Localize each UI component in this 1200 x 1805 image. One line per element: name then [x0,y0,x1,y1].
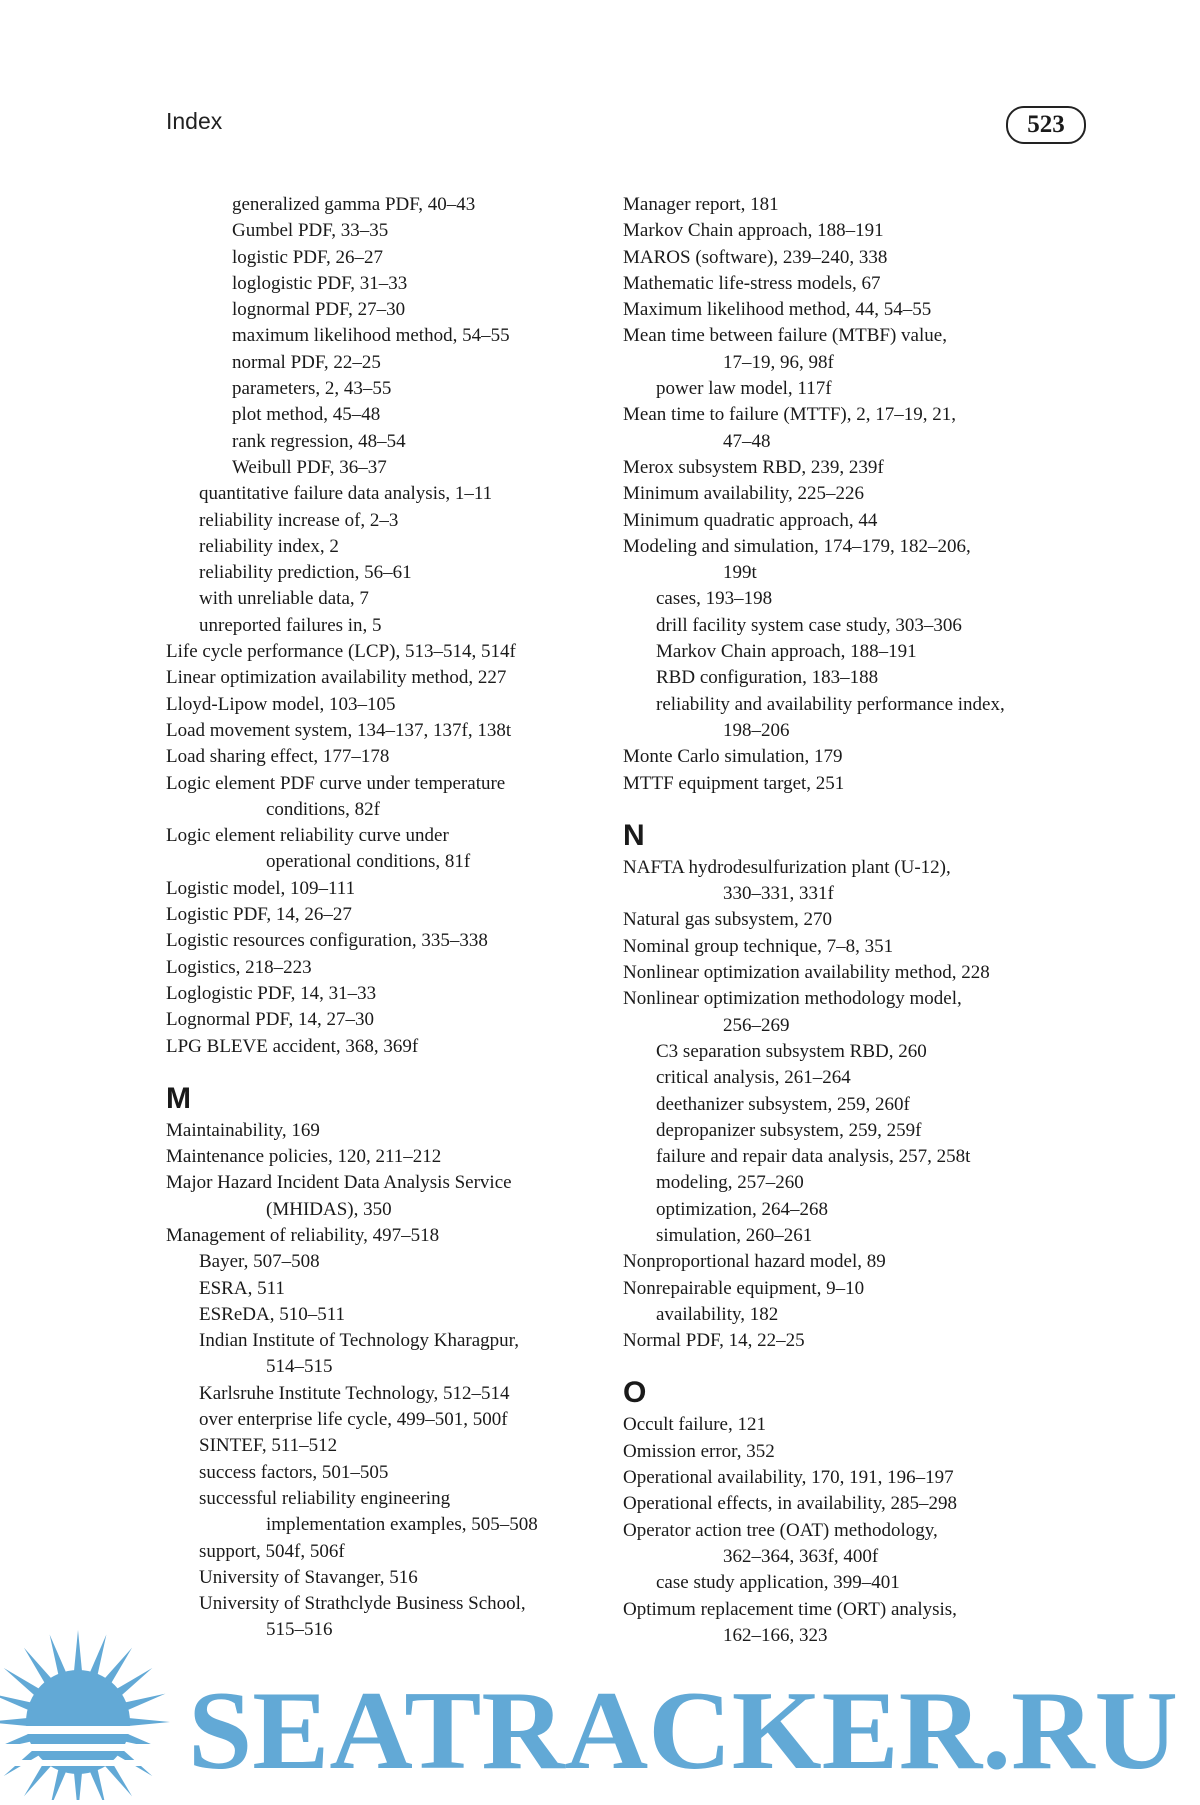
index-entry: Omission error, 352 [623,1440,775,1462]
index-entry: Nonlinear optimization availability method, 228 [623,962,990,984]
index-entry: case study application, 399–401 [656,1572,900,1594]
index-entry: MTTF equipment target, 251 [623,772,845,794]
sun-ray [0,1718,30,1727]
sun-ray [114,1668,152,1698]
index-entry: rank regression, 48–54 [232,430,406,452]
section-letter: N [623,818,645,852]
index-entry: Lloyd-Lipow model, 103–105 [166,693,396,715]
index-entry: Logic element PDF curve under temperature [166,772,506,794]
index-entry: Maintenance policies, 120, 211–212 [166,1146,442,1168]
index-entry-continuation: operational conditions, 81f [266,851,471,873]
index-entry: Minimum availability, 225–226 [623,483,864,505]
index-entry: Life cycle performance (LCP), 513–514, 514f [166,641,516,663]
index-entry: C3 separation subsystem RBD, 260 [656,1040,927,1062]
index-entry-continuation: 514–515 [266,1356,333,1378]
index-entry: Lognormal PDF, 14, 27–30 [166,1009,375,1031]
index-entry: Modeling and simulation, 174–179, 182–206, [623,535,971,557]
sun-ray [50,1766,68,1800]
index-entry: Nonrepairable equipment, 9–10 [623,1277,865,1299]
index-entry: NAFTA hydrodesulfurization plant (U-12), [623,856,951,878]
index-entry: Minimum quadratic approach, 44 [623,509,878,531]
index-entry: Occult failure, 121 [623,1414,766,1436]
index-entry: ESRA, 511 [199,1277,285,1299]
index-entry: Manager report, 181 [623,194,779,215]
index-entry: simulation, 260–261 [656,1224,813,1246]
index-entry: Natural gas subsystem, 270 [623,909,832,931]
logo-stripe [0,1760,170,1766]
index-entry: unreported failures in, 5 [199,614,382,636]
index-entry: LPG BLEVE accident, 368, 369f [166,1035,419,1057]
index-entry-continuation: 198–206 [723,719,790,741]
page-number: 523 [1006,106,1086,144]
index-entry: Major Hazard Incident Data Analysis Service [166,1172,512,1194]
index-entry: Operator action tree (OAT) methodology, [623,1519,938,1541]
watermark [0,1620,1200,1800]
index-entry: Mathematic life-stress models, 67 [623,272,881,294]
index-entry: Logistic model, 109–111 [166,877,356,899]
index-entry-continuation: 17–19, 96, 98f [723,351,834,373]
index-entry: reliability index, 2 [199,535,339,557]
running-head: Index [166,108,223,134]
index-entry: Load movement system, 134–137, 137f, 138t [166,719,512,741]
index-entry: Load sharing effect, 177–178 [166,746,390,768]
index-entry: Logic element reliability curve under [166,825,449,847]
index-entry: Nonlinear optimization methodology model, [623,988,962,1010]
logo-stripe [0,1744,170,1751]
index-entry: Markov Chain approach, 188–191 [656,641,917,663]
index-entry: Logistic resources configuration, 335–338 [166,930,488,952]
index-entry: Karlsruhe Institute Technology, 512–514 [199,1382,510,1404]
sun-ray [103,1648,133,1686]
index-entry: loglogistic PDF, 31–33 [232,272,408,294]
index-entry: Weibull PDF, 36–37 [232,456,387,478]
index-entry: critical analysis, 261–264 [656,1067,851,1089]
index-entry: Maximum likelihood method, 44, 54–55 [623,299,932,321]
index-entry-continuation: 47–48 [723,430,771,452]
index-entry-continuation: 199t [723,562,757,584]
index-entry: University of Stavanger, 516 [199,1566,418,1588]
index-entry: support, 504f, 506f [199,1540,345,1562]
index-entry: cases, 193–198 [656,588,773,610]
index-entry: Gumbel PDF, 33–35 [232,220,389,242]
index-entry: Merox subsystem RBD, 239, 239f [623,456,884,478]
index-entry: reliability increase of, 2–3 [199,509,399,531]
index-entry: generalized gamma PDF, 40–43 [232,194,476,215]
index-entry: drill facility system case study, 303–306 [656,614,962,636]
index-entry-continuation: implementation examples, 505–508 [266,1514,538,1536]
index-entry-continuation: 330–331, 331f [723,883,834,905]
index-entry: Operational effects, in availability, 285–298 [623,1493,957,1515]
index-entry: Logistics, 218–223 [166,956,312,978]
index-entry: quantitative failure data analysis, 1–11 [199,483,493,505]
sun-ray [126,1718,170,1727]
index-entry: Linear optimization availability method, 227 [166,667,507,689]
index-entry: depropanizer subsystem, 259, 259f [656,1119,922,1141]
sunburst-logo [0,1630,170,1800]
index-entry: power law model, 117f [656,378,832,400]
section-letter: M [166,1081,191,1115]
sun-ray [0,1694,34,1712]
sun-ray [24,1648,54,1686]
index-entry: Nonproportional hazard model, 89 [623,1251,886,1273]
index-entry: reliability prediction, 56–61 [199,562,412,584]
index-entry: plot method, 45–48 [232,404,381,426]
index-entry: University of Strathclyde Business School, [199,1593,526,1615]
index-column-left [166,192,596,1644]
index-entry: normal PDF, 22–25 [232,351,381,373]
sun-ray [74,1770,83,1800]
watermark-text: SEATRACKER.RU [188,1669,1178,1793]
logo-stripe [0,1726,170,1734]
index-column-right [623,192,1053,1649]
index-entry: Loglogistic PDF, 14, 31–33 [166,982,377,1004]
index-entry: Maintainability, 169 [166,1119,320,1141]
index-entry: success factors, 501–505 [199,1461,389,1483]
index-entry: parameters, 2, 43–55 [232,378,392,400]
index-entry: Bayer, 507–508 [199,1251,320,1273]
index-entry: Markov Chain approach, 188–191 [623,220,884,242]
index-entry: RBD configuration, 183–188 [656,667,879,689]
index-entry: Optimum replacement time (ORT) analysis, [623,1598,957,1620]
index-entry: logistic PDF, 26–27 [232,246,384,268]
index-entry-continuation: 162–166, 323 [723,1624,828,1646]
sun-ray [89,1635,107,1678]
index-entry: successful reliability engineering [199,1487,451,1509]
index-entry: Logistic PDF, 14, 26–27 [166,904,352,926]
index-entry: Management of reliability, 497–518 [166,1224,440,1246]
index-entry-continuation: 256–269 [723,1014,790,1036]
index-entry: over enterprise life cycle, 499–501, 500f [199,1409,508,1431]
index-entry: Nominal group technique, 7–8, 351 [623,935,894,957]
watermark-graphic [0,1620,1200,1800]
index-entry: with unreliable data, 7 [199,588,369,610]
index-entry: failure and repair data analysis, 257, 258t [656,1146,971,1168]
index-entry: deethanizer subsystem, 259, 260f [656,1093,910,1115]
sun-ray [89,1766,107,1800]
index-entry: maximum likelihood method, 54–55 [232,325,510,347]
index-entry: Mean time to failure (MTTF), 2, 17–19, 21, [623,404,956,426]
sun-ray [74,1630,83,1674]
sun-ray [4,1668,42,1698]
index-entry: Normal PDF, 14, 22–25 [623,1330,805,1352]
index-entry-continuation: (MHIDAS), 350 [266,1198,392,1220]
index-entry: MAROS (software), 239–240, 338 [623,246,888,268]
index-entry: Mean time between failure (MTBF) value, [623,325,947,347]
index-entry: Indian Institute of Technology Kharagpur, [199,1330,519,1352]
index-entry: Operational availability, 170, 191, 196–197 [623,1467,954,1489]
index-entry-continuation: conditions, 82f [266,798,380,820]
sun-ray [50,1635,68,1678]
index-entry: lognormal PDF, 27–30 [232,299,406,321]
sun-disc [26,1670,130,1774]
index-entry: ESReDA, 510–511 [199,1303,346,1325]
index-entry-continuation: 362–364, 363f, 400f [723,1545,879,1567]
index-entry: Monte Carlo simulation, 179 [623,746,843,768]
index-entry-continuation: 515–516 [266,1619,333,1641]
section-letter: O [623,1376,647,1410]
index-entry: optimization, 264–268 [656,1198,829,1220]
index-entry: modeling, 257–260 [656,1172,804,1194]
sun-ray [122,1694,165,1712]
index-entry: availability, 182 [656,1303,779,1325]
index-entry: reliability and availability performance index, [656,693,1005,715]
index-entry: SINTEF, 511–512 [199,1435,338,1457]
